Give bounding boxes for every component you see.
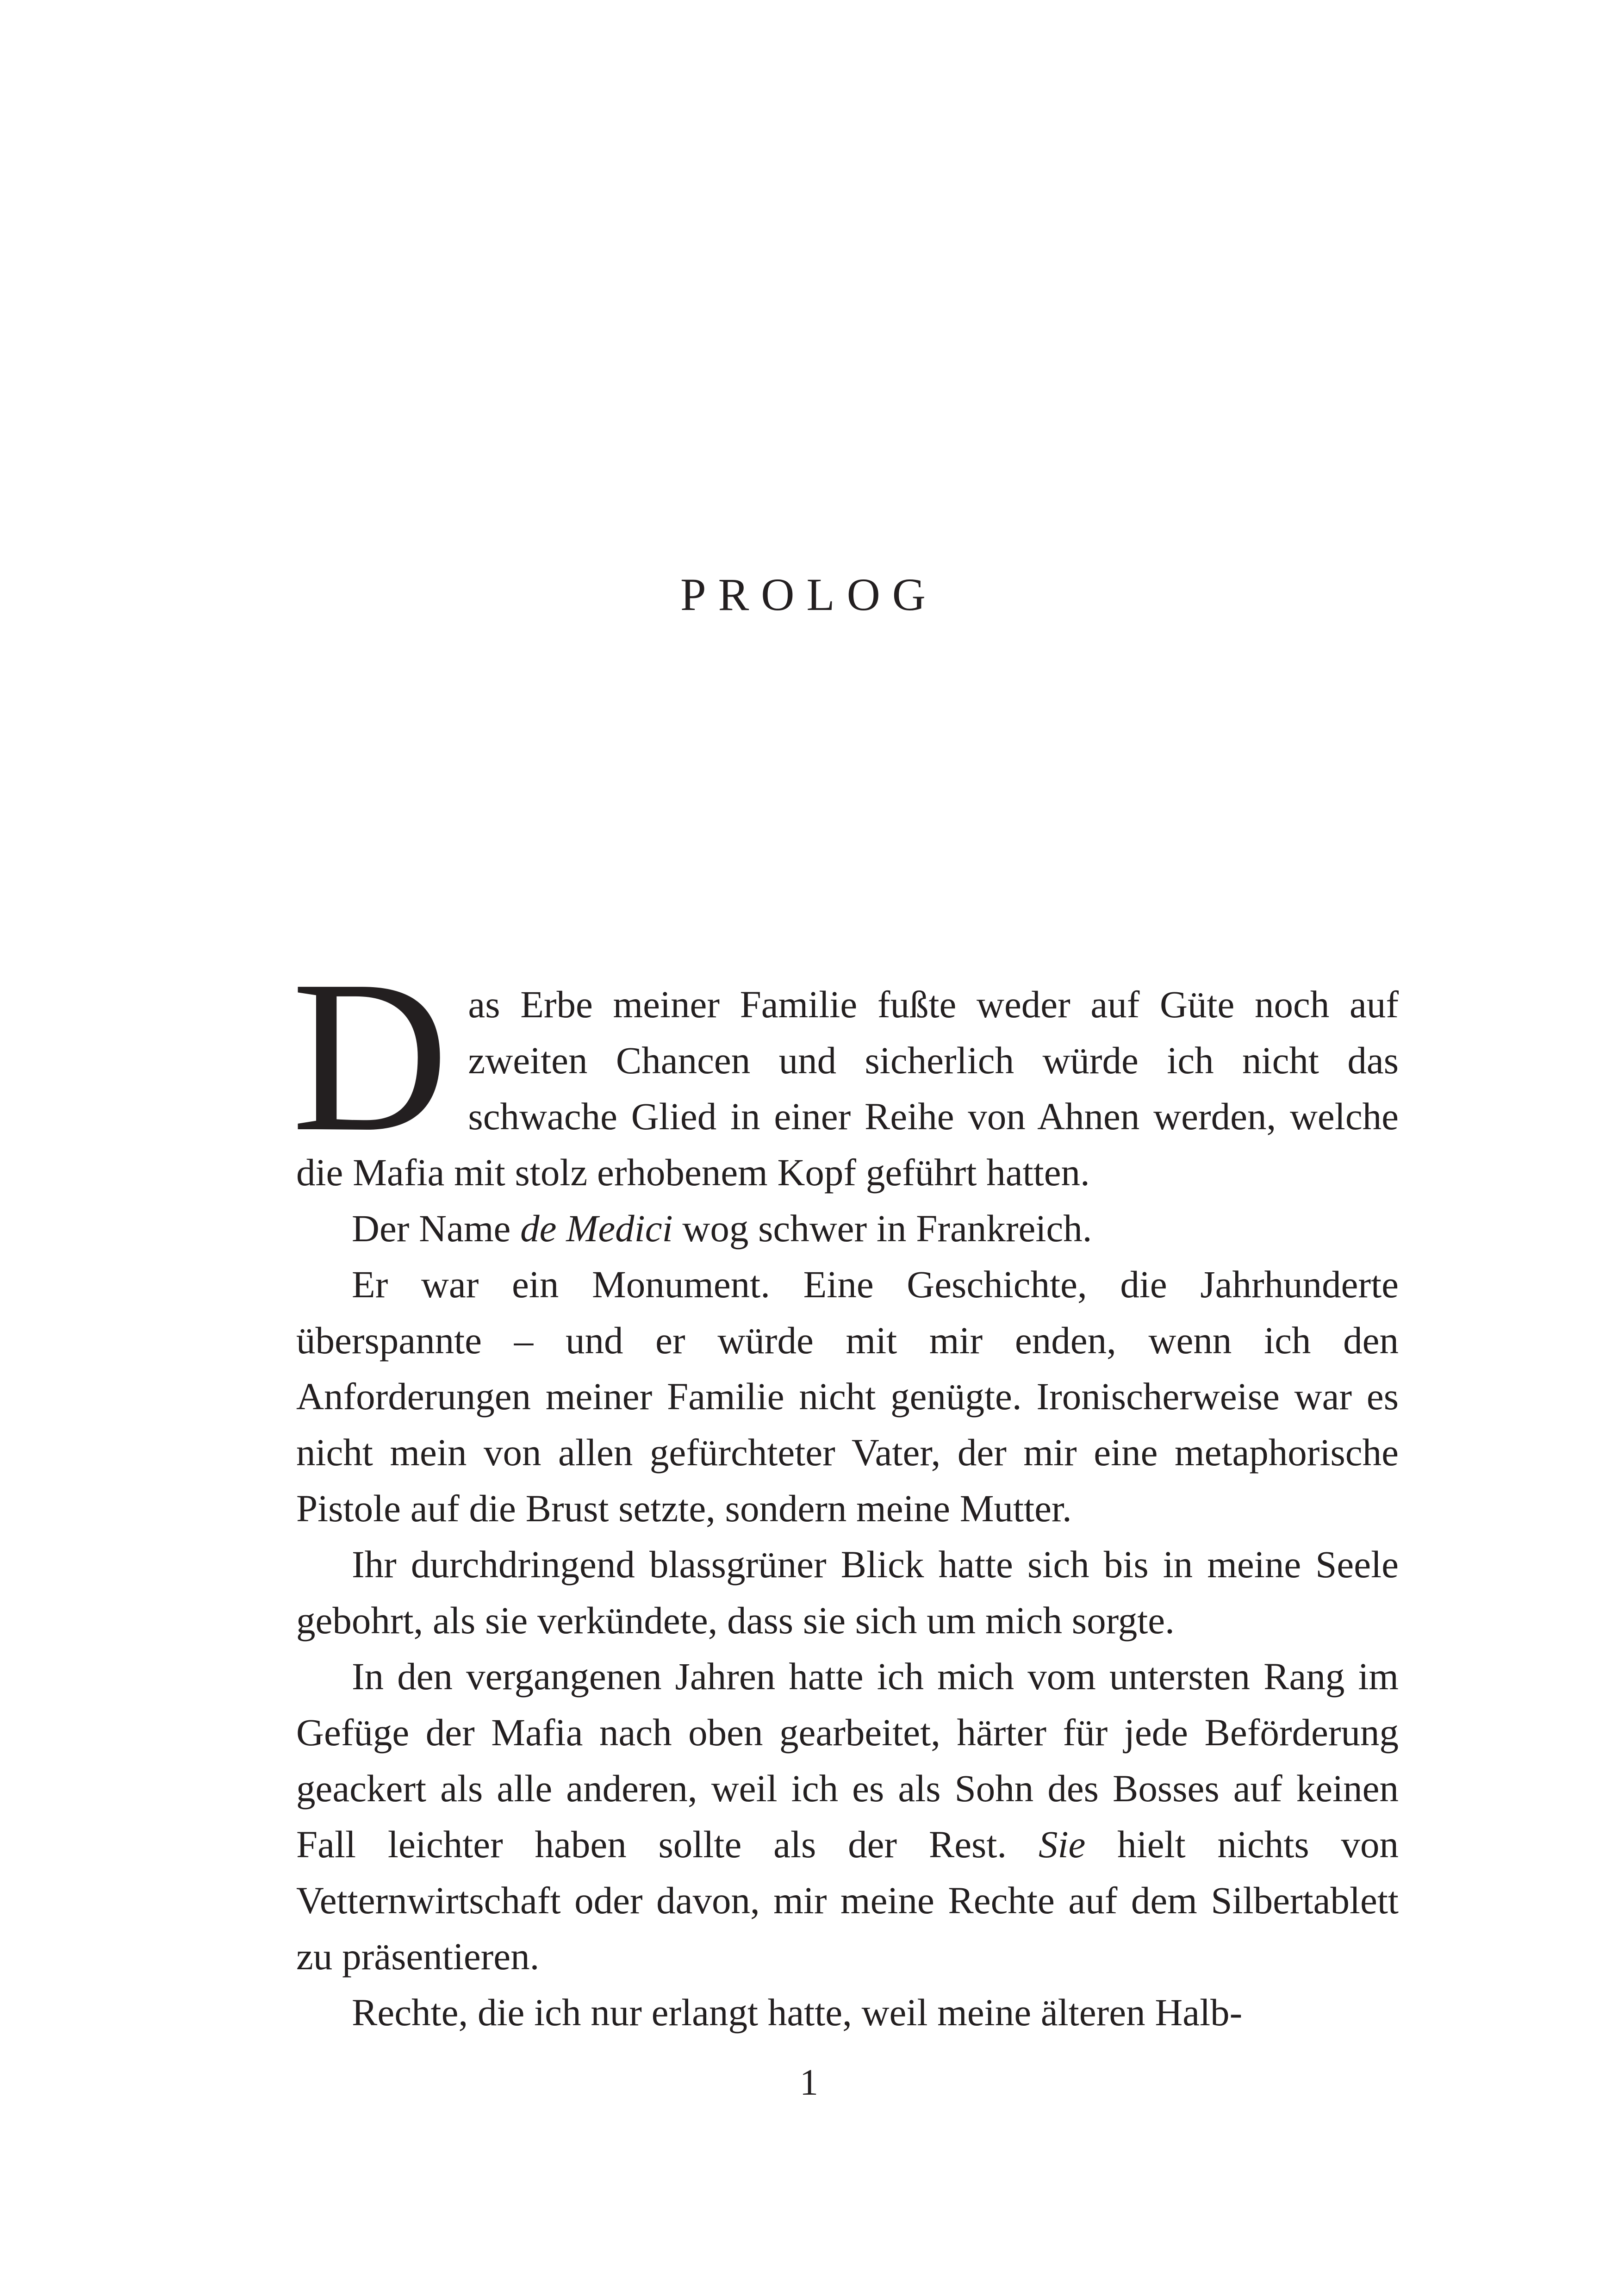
paragraph-5-text-before: In den vergangenen Jahren hatte ich mich vom untersten Rang im Gefüge der Mafia nach oben gearbeitet, härter für jede Beförderung geackert als alle anderen, weil ich es als Sohn des Bosses auf keinen Fall leichter haben sollte als der Rest. xyxy=(296,1655,1399,1866)
chapter-title: PROLOG xyxy=(680,569,938,620)
page-number: 1 xyxy=(800,2062,818,2103)
emphasis-italic: Sie xyxy=(1038,1823,1086,1866)
paragraph-1-text: as Erbe meiner Familie fußte weder auf Güte noch auf zweiten Chancen und sicherlich würde ich nicht das schwache Glied in einer Reihe von Ahnen werden, welche die Mafia mit stolz erhobenem Kopf geführt hatten. xyxy=(296,983,1399,1194)
paragraph-1 xyxy=(292,935,1399,1201)
paragraph-4: Ihr durchdringend blassgrüner Blick hatte sich bis in meine Seele gebohrt, als sie verkündete, dass sie sich um mich sorgte. xyxy=(296,1543,1399,1642)
paragraph-5 xyxy=(296,1649,1399,1985)
drop-cap: D xyxy=(292,935,449,1176)
paragraph-6: Rechte, die ich nur erlangt hatte, weil meine älteren Halb- xyxy=(352,1991,1243,2034)
family-name-italic: de Medici xyxy=(520,1207,673,1250)
paragraph-5-text-after: hielt nichts von Vetternwirtschaft oder davon, mir meine Rechte auf dem Silbertablett zu präsentieren. xyxy=(296,1823,1399,1978)
body-text xyxy=(292,935,1399,2041)
paragraph-2 xyxy=(296,1201,1399,1257)
paragraph-3: Er war ein Monument. Eine Geschichte, die Jahrhunderte überspannte – und er würde mit mir enden, wenn ich den Anforderungen meiner Familie nicht genügte. Ironischerweise war es nicht mein von allen gefürchteter Vater, der mir eine metaphorische Pistole auf die Brust setzte, sondern meine Mutter. xyxy=(296,1263,1399,1530)
paragraph-2-text-after: wog schwer in Frankreich. xyxy=(672,1207,1092,1250)
paragraph-2-text-before: Der Name xyxy=(352,1207,521,1250)
